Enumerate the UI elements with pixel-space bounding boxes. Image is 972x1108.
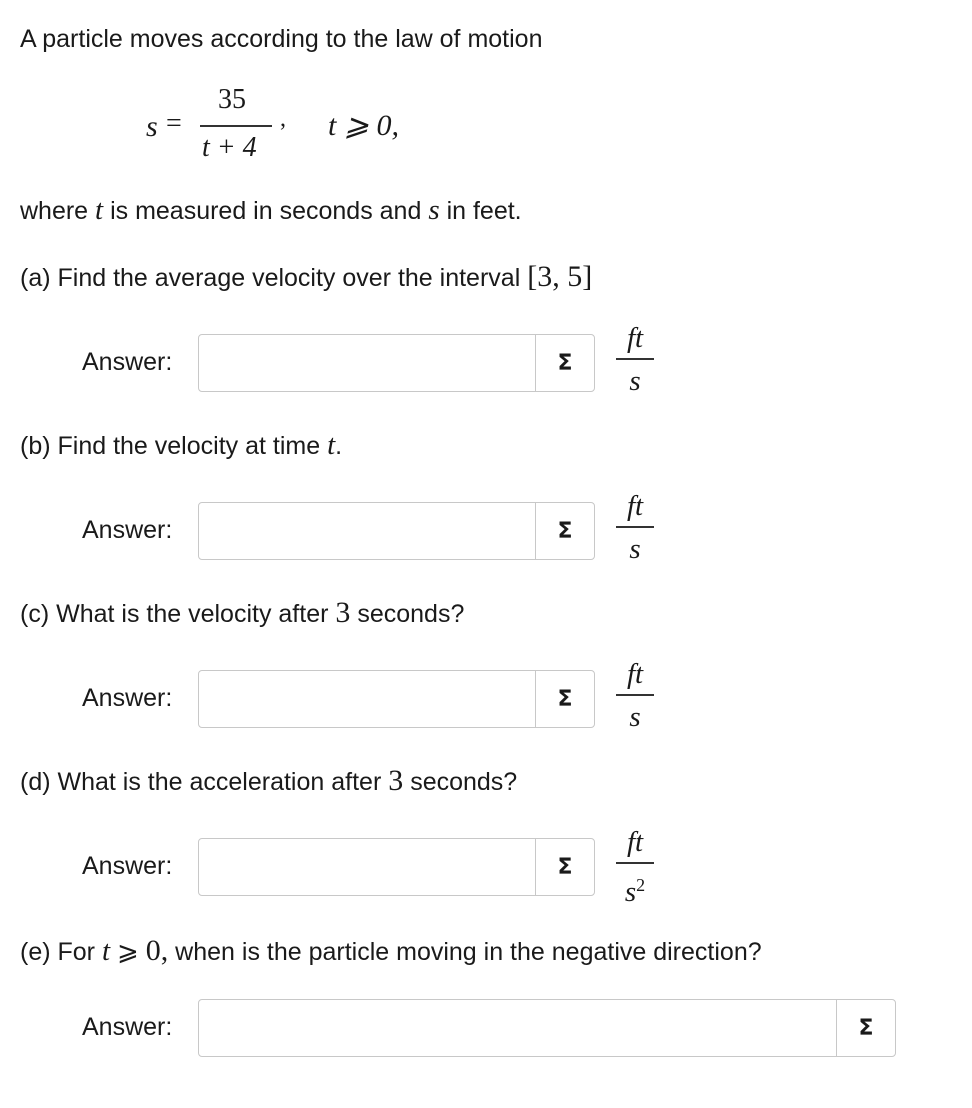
question-e xyxy=(20,936,762,967)
answer-a-label: Answer: xyxy=(82,348,173,376)
question-c-pre: (c) What is the velocity after xyxy=(20,600,329,628)
answer-c-sigma-button[interactable]: Σ xyxy=(535,671,594,727)
answer-a-field xyxy=(198,334,595,392)
unit-numerator: ft xyxy=(626,490,644,522)
question-e-post: when is the particle moving in the negative direction? xyxy=(175,938,762,966)
answer-b-sigma-button[interactable]: Σ xyxy=(535,503,594,559)
unit-numerator: ft xyxy=(626,322,644,354)
question-b-text: (b) Find the velocity at time xyxy=(20,432,321,460)
unit-fraction-bar xyxy=(616,526,654,528)
answer-b-field xyxy=(198,502,595,560)
answer-e-sigma-button[interactable]: Σ xyxy=(836,1000,895,1056)
unit-numerator: ft xyxy=(626,826,644,858)
question-b-variable: t xyxy=(327,429,336,461)
where-t-variable: t xyxy=(95,194,104,226)
question-e-ge-symbol: ⩾ xyxy=(116,937,139,966)
where-sentence xyxy=(20,195,522,226)
question-c-number: 3 xyxy=(335,596,351,629)
where-pre: where xyxy=(20,197,89,225)
unit-numerator: ft xyxy=(626,658,644,690)
question-b-period: . xyxy=(335,432,343,460)
unit-denominator: s xyxy=(629,532,641,565)
question-c xyxy=(20,598,464,629)
unit-fraction-bar xyxy=(616,694,654,696)
answer-c-field xyxy=(198,670,595,728)
answer-c-unit xyxy=(610,658,660,732)
unit-denominator: s xyxy=(629,700,641,733)
question-d xyxy=(20,766,517,797)
answer-c-input[interactable] xyxy=(199,671,535,727)
answer-a-unit xyxy=(610,322,660,396)
answer-a-sigma-button[interactable]: Σ xyxy=(535,335,594,391)
answer-b-unit xyxy=(610,490,660,564)
answer-b-label: Answer: xyxy=(82,516,173,544)
formula-denominator: t + 4 xyxy=(202,132,257,163)
question-a xyxy=(20,262,592,293)
answer-d-label: Answer: xyxy=(82,852,173,880)
unit-denominator-base: s xyxy=(624,875,637,908)
unit-denominator: s xyxy=(629,364,641,397)
question-d-post: seconds? xyxy=(410,768,518,796)
formula-comma: , xyxy=(280,106,286,132)
answer-e-input[interactable] xyxy=(199,1000,836,1056)
answer-d-field xyxy=(198,838,595,896)
where-mid: is measured in seconds and xyxy=(110,197,422,225)
intro-text: A particle moves according to the law of motion xyxy=(20,25,543,53)
question-e-zero: 0, xyxy=(145,934,169,967)
answer-e-field xyxy=(198,999,896,1057)
question-a-text: (a) Find the average velocity over the interval xyxy=(20,264,521,292)
unit-denominator xyxy=(610,870,660,907)
formula-equals: = xyxy=(166,108,182,139)
question-d-pre: (d) What is the acceleration after xyxy=(20,768,382,796)
question-e-pre: (e) For xyxy=(20,938,95,966)
question-a-interval: [3, 5] xyxy=(527,260,593,293)
formula-numerator: 35 xyxy=(218,84,246,115)
answer-d-unit xyxy=(610,826,660,907)
answer-b-input[interactable] xyxy=(199,503,535,559)
where-s-variable: s xyxy=(428,194,440,226)
where-post: in feet. xyxy=(446,197,522,225)
answer-c-label: Answer: xyxy=(82,684,173,712)
answer-d-sigma-button[interactable]: Σ xyxy=(535,839,594,895)
formula-condition: t ⩾ 0, xyxy=(328,109,399,142)
question-b xyxy=(20,430,342,461)
unit-fraction-bar xyxy=(616,358,654,360)
formula-lhs-variable: s xyxy=(146,110,158,143)
question-d-number: 3 xyxy=(388,764,404,797)
answer-e-label: Answer: xyxy=(82,1013,173,1041)
unit-fraction-bar xyxy=(616,862,654,864)
question-c-post: seconds? xyxy=(357,600,465,628)
answer-a-input[interactable] xyxy=(199,335,535,391)
question-e-variable: t xyxy=(101,935,111,967)
formula-fraction-bar xyxy=(200,125,272,127)
answer-d-input[interactable] xyxy=(199,839,535,895)
unit-exponent: 2 xyxy=(636,874,646,895)
